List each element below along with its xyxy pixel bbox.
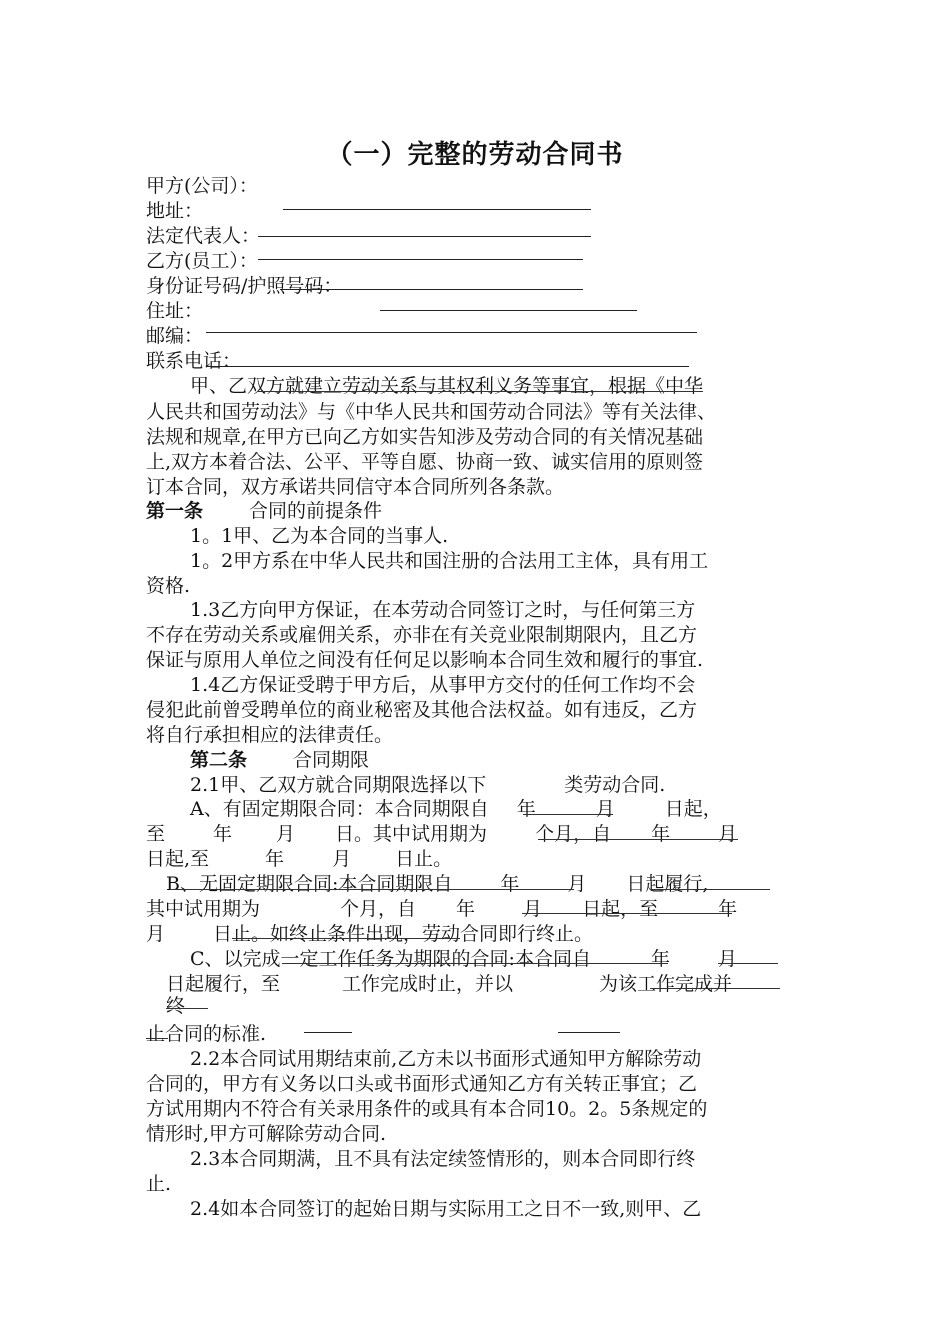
year-label: 年 bbox=[650, 948, 670, 970]
option-c-text: 日起履行，至 bbox=[166, 973, 281, 995]
year-label: 年 bbox=[500, 873, 520, 895]
clause-2-4-line: 2.4如本合同签订的起始日期与实际用工之日不一致,则甲、乙 bbox=[190, 1198, 702, 1220]
preamble-line: 订本合同，双方承诺共同信守本合同所列各条款。 bbox=[146, 476, 565, 498]
month-label: 月 bbox=[146, 923, 166, 945]
month-label: 月 bbox=[332, 848, 352, 870]
option-b-row bbox=[146, 897, 806, 922]
article-1-line: 将自行承担相应的法律责任。 bbox=[146, 724, 394, 746]
option-b-strike bbox=[232, 938, 460, 939]
option-a-text: A、有固定期限合同：本合同期限自 bbox=[190, 798, 489, 820]
day-label: 日起， bbox=[664, 798, 722, 820]
day-to-label: 日起，至 bbox=[582, 898, 659, 920]
residence-blank-line bbox=[380, 310, 637, 311]
preamble-line: 人民共和国劳动法》与《中华人民共和国劳动合同法》等有关法律、 bbox=[146, 401, 717, 423]
day-label: 日起履行, bbox=[626, 873, 709, 895]
preamble-line: 法规和规章,在甲方已向乙方如实告知涉及劳动合同的有关情况基础 bbox=[146, 426, 704, 448]
option-c-text: C、以完成一定工作任务为期限的合同:本合同自 bbox=[190, 948, 591, 970]
postcode-blank-line bbox=[206, 332, 697, 333]
clause-2-2-line: 方试用期内不符合有关录用条件的或具有本合同10。2。5条规定的 bbox=[146, 1098, 708, 1120]
field-legal-rep-label: 法定代表人： bbox=[146, 225, 261, 247]
probation-text: 日。其中试用期为 bbox=[335, 823, 488, 845]
clause-2-2-line: 2.2本合同试用期结束前,乙方未以书面形式通知甲方解除劳动 bbox=[190, 1048, 702, 1070]
field-address-label: 地址： bbox=[146, 200, 204, 222]
option-b-row bbox=[146, 922, 806, 947]
option-c-strike bbox=[718, 963, 778, 964]
option-c-strike bbox=[166, 1008, 208, 1009]
year-label: 年 bbox=[456, 898, 476, 920]
field-id-label: 身份证号码/护照号码： bbox=[146, 275, 343, 297]
month-label: 月 bbox=[718, 823, 738, 845]
article-1-line: 1.3乙方向甲方保证，在本劳动合同签订之时，与任何第三方 bbox=[190, 599, 696, 621]
option-a-strike bbox=[523, 814, 613, 815]
article-1-line: 侵犯此前曾受聘单位的商业秘密及其他合法权益。如有违反，乙方 bbox=[146, 699, 698, 721]
option-b-text: B、无固定期限合同:本合同期限自 bbox=[166, 873, 453, 895]
article-1-line: 资格. bbox=[146, 575, 191, 597]
article-2-heading: 第二条 bbox=[190, 749, 248, 771]
option-a-strike bbox=[538, 839, 738, 840]
option-c-row bbox=[146, 947, 850, 972]
option-c-row: 止合同的标准. bbox=[146, 1023, 267, 1045]
option-c-strike bbox=[282, 963, 668, 964]
address-blank-line bbox=[283, 209, 591, 210]
phone-blank-line bbox=[206, 366, 689, 367]
clause-2-1-tail: 类劳动合同. bbox=[564, 774, 666, 796]
blank-line bbox=[558, 1032, 620, 1033]
option-b-end-text: 日止。如终止条件出现，劳动合同即行终止。 bbox=[213, 923, 594, 945]
article-1-heading: 第一条 bbox=[146, 500, 204, 522]
option-c-text: 工作完成时止，并以 bbox=[342, 973, 514, 995]
option-c-text: 为该工作完成并 bbox=[599, 973, 733, 995]
month-label: 月 bbox=[595, 798, 615, 820]
option-b-strike bbox=[650, 889, 770, 890]
article-1-line: 1。2甲方系在中华人民共和国注册的合法用工主体，具有用工 bbox=[190, 550, 709, 572]
year-label: 年 bbox=[651, 823, 671, 845]
from-day-label: 日起,至 bbox=[146, 848, 210, 870]
blank-line bbox=[304, 1032, 352, 1033]
field-party-b-label: 乙方(员工）： bbox=[146, 250, 258, 272]
option-c-strike bbox=[146, 1038, 168, 1039]
article-1-line: 1.4乙方保证受聘于甲方后，从事甲方交付的任何工作均不会 bbox=[190, 674, 696, 696]
year-label: 年 bbox=[265, 848, 285, 870]
month-label: 月 bbox=[523, 898, 543, 920]
probation-text: 其中试用期为 bbox=[146, 898, 261, 920]
option-b-strike bbox=[522, 913, 732, 914]
month-label: 月 bbox=[276, 823, 296, 845]
day-end-label: 日止。 bbox=[395, 848, 453, 870]
field-residence-label: 住址： bbox=[146, 300, 204, 322]
option-c-row: 终 bbox=[166, 995, 186, 1017]
year-label: 年 bbox=[213, 823, 233, 845]
clause-2-2-line: 合同的，甲方有义务以口头或书面形式通知乙方有关转正事宜；乙 bbox=[146, 1073, 698, 1095]
option-b-strike bbox=[170, 889, 574, 890]
party-b-blank-line bbox=[258, 259, 583, 260]
field-postcode-label: 邮编： bbox=[146, 325, 204, 347]
article-1-line: 保证与原用人单位之间没有任何足以影响本合同生效和履行的事宜. bbox=[146, 649, 704, 671]
preamble-line: 上,双方本着合法、公平、平等自愿、协商一致、诚实信用的原则签 bbox=[146, 451, 704, 473]
preamble-strike bbox=[258, 391, 703, 392]
option-b-row bbox=[146, 872, 826, 897]
preamble-line: 甲、乙双方就建立劳动关系与其权利义务等事宜，根据《中华 bbox=[190, 375, 704, 397]
document-title: （一）完整的劳动合同书 bbox=[326, 140, 624, 170]
months-from-label: 个月，自 bbox=[340, 898, 417, 920]
clause-2-3-line: 止. bbox=[146, 1173, 172, 1195]
field-party-a-label: 甲方(公司）： bbox=[146, 175, 258, 197]
article-1-title: 合同的前提条件 bbox=[249, 500, 383, 522]
clause-2-1-text: 2.1甲、乙双方就合同期限选择以下 bbox=[190, 774, 487, 796]
article-1-heading-row bbox=[146, 499, 806, 524]
article-2-heading-row bbox=[146, 748, 850, 773]
clause-2-2-line: 情形时,甲方可解除劳动合同. bbox=[146, 1123, 387, 1145]
article-2-title: 合同期限 bbox=[293, 749, 370, 771]
article-1-line: 1。1甲、乙为本合同的当事人. bbox=[190, 525, 449, 547]
option-c-strike bbox=[650, 988, 780, 989]
id-blank-line bbox=[280, 289, 583, 290]
to-label: 至 bbox=[146, 823, 166, 845]
year-label: 年 bbox=[718, 898, 738, 920]
field-phone-label: 联系电话： bbox=[146, 350, 242, 372]
option-a-row bbox=[146, 847, 806, 872]
month-label: 月 bbox=[717, 948, 737, 970]
option-a-row bbox=[146, 797, 850, 822]
option-a-row bbox=[146, 822, 806, 847]
clause-2-1-row bbox=[146, 773, 850, 798]
clause-2-3-line: 2.3本合同期满，且不具有法定续签情形的，则本合同即行终 bbox=[190, 1148, 696, 1170]
legal-rep-blank-line bbox=[258, 236, 591, 237]
months-from-label: 个月，自 bbox=[535, 823, 612, 845]
article-1-line: 不存在劳动关系或雇佣关系，亦非在有关竞业限制期限内，且乙方 bbox=[146, 624, 698, 646]
month-label: 月 bbox=[567, 873, 587, 895]
year-label: 年 bbox=[516, 798, 536, 820]
